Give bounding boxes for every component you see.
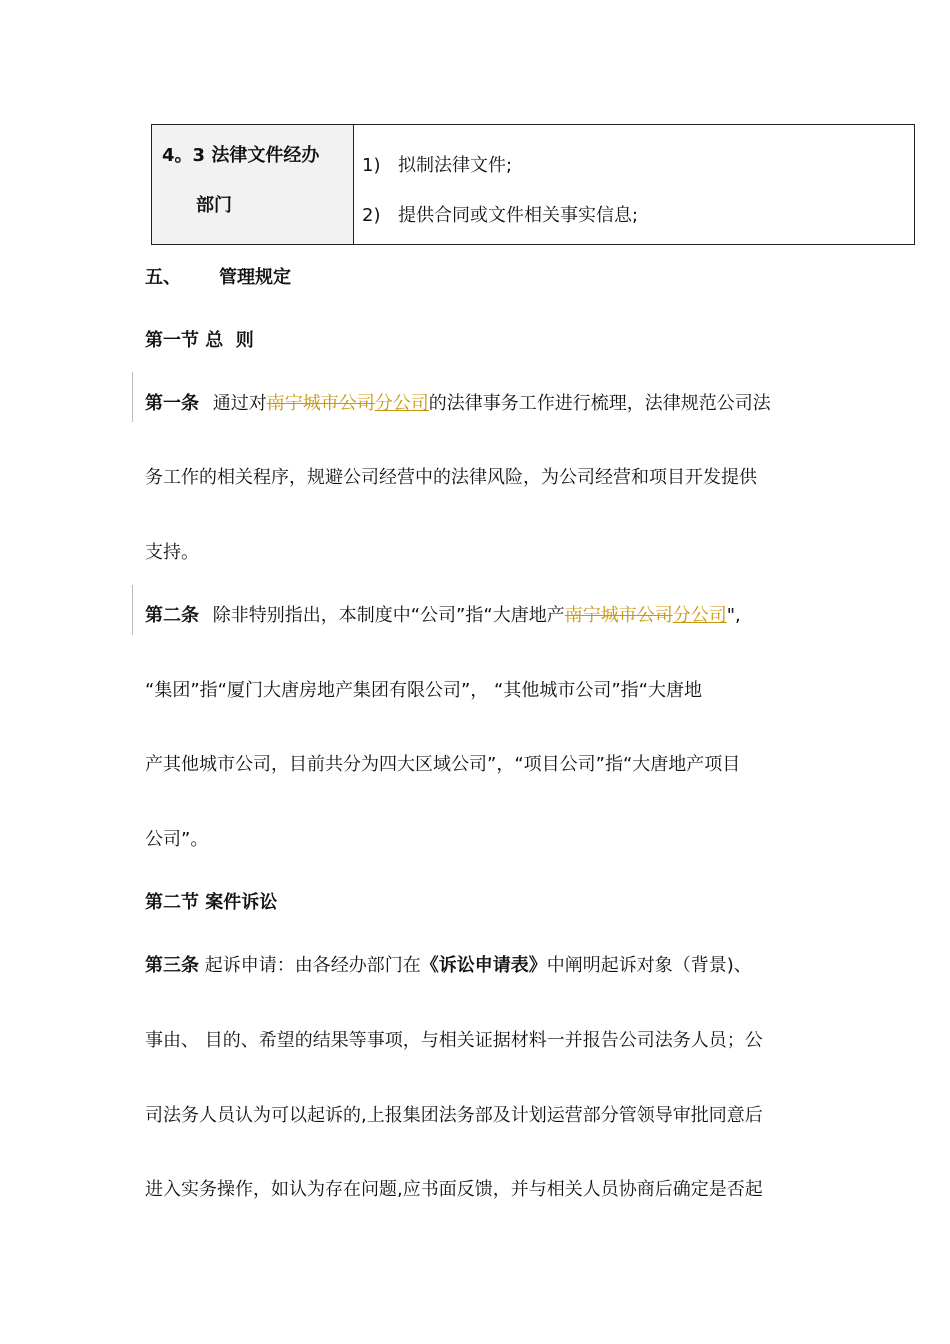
table-item-2 [362,201,638,227]
change-bar [132,372,133,422]
change-bar [132,585,133,635]
article-2-line-3: 产其他城市公司，目前共分为四大区域公司”，“项目公司”指“大唐地产项目 [145,754,741,775]
article-label: 第二条 [145,605,199,626]
table-item-num: 2) [362,205,381,226]
article-label: 第三条 [145,955,199,976]
table-left-line2: 部门 [196,195,232,216]
responsibility-table [151,124,915,245]
section-number: 五、 [145,267,181,288]
article-1-line-3: 支持。 [145,542,199,563]
deleted-text: 南宁城市公司 [564,605,673,626]
table-item-text: 提供合同或文件相关事实信息; [398,205,639,226]
article-1-line-2: 务工作的相关程序，规避公司经营中的法律风险，为公司经营和项目开发提供 [145,467,757,488]
table-item-text: 拟制法律文件; [398,155,513,176]
section-title: 管理规定 [219,267,291,288]
table-left-line1: 4。3 法律文件经办 [162,145,320,166]
node-2-heading: 第二节 案件诉讼 [145,892,278,913]
form-name: 《诉讼申请表》 [420,955,547,976]
article-text: 的法律事务工作进行梳理，法律规范公司法 [428,393,771,414]
article-3-line-3: 司法务人员认为可以起诉的,上报集团法务部及计划运营部分管领导审批同意后 [145,1105,763,1126]
deleted-text: 南宁城市公司 [266,393,375,414]
article-text: 起诉申请：由各经办部门在 [204,955,421,976]
node-1-heading: 第一节 总 则 [145,330,254,351]
article-text: 中阐明起诉对象（背景)、 [546,955,752,976]
article-2-line-4: 公司”。 [145,829,209,850]
article-label: 第一条 [145,393,199,414]
inserted-text: 分公司 [374,393,429,414]
inserted-text: 分公司 [672,605,727,626]
article-3-line-4: 进入实务操作，如认为存在问题,应书面反馈，并与相关人员协商后确定是否起 [145,1179,763,1200]
article-2-line-2: “集团”指“厦门大唐房地产集团有限公司”， “其他城市公司”指“大唐地 [145,680,702,701]
article-text: 除非特别指出，本制度中“公司”指“大唐地产 [212,605,565,626]
article-1-line-1 [145,389,771,415]
table-item-1 [362,151,512,177]
article-3-line-2: 事由、 目的、希望的结果等事项，与相关证据材料一并报告公司法务人员；公 [145,1030,763,1051]
table-item-num: 1) [362,155,381,176]
table-left-cell [152,125,354,244]
article-text: 通过对 [212,393,267,414]
article-text: ", [726,605,741,626]
article-3-line-1 [145,951,752,977]
section-heading [145,263,291,289]
article-2-line-1 [145,601,741,627]
